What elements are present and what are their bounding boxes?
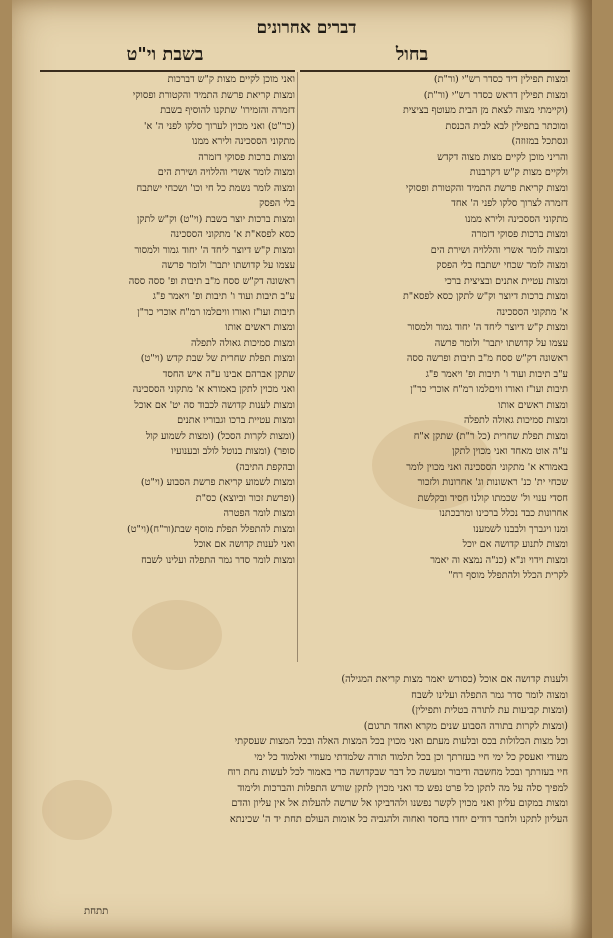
text-line: ומצות ק"ש דיוצר ליחד ה' יחוד גמור ולמסור bbox=[407, 322, 568, 333]
text-line: (וקיימתי מצוה לצאת מן הבית מעוטף בציצית bbox=[402, 105, 568, 116]
text-line: ומצות קריאת פרשת התמיד והקטורת ופסוקי bbox=[405, 182, 568, 194]
text-line: ראשונה דק"ש ססח מ"ב תיבות ופרשה ססה bbox=[406, 353, 568, 364]
shabbat-column bbox=[40, 72, 295, 642]
text-line: עצמו על קדושתו יתבר' ולומר פרשה bbox=[161, 260, 295, 271]
text-line: ראשונה דק"ש ססח מ"ב תיבות ופ' ססה ססה bbox=[128, 275, 295, 287]
text-line: ע"ב תיבות ועוד ו' תיבות ופ' ויאמר פ"ג bbox=[152, 291, 295, 302]
text-line: אחרונות כבד נכלל ברכינו ומרבכתנו bbox=[439, 508, 568, 519]
weekday-column bbox=[298, 72, 568, 672]
text-line: ומוכתר בתפילין לבא לבית הכנסת bbox=[445, 120, 568, 132]
text-line: ומצות עטיית אתנים ובציצית ברכי bbox=[444, 275, 568, 287]
text-line: ואני לענות קדושה אם אוכל bbox=[193, 539, 295, 550]
text-line: ומצות קריאת פרשת התמיד והקטורת ופסוקי bbox=[132, 89, 295, 101]
text-line: ומצות לומר סדר גמר התפלה ועלינו לשבח bbox=[141, 554, 295, 566]
text-line: חיי בעזרתך ובכל מחשבה ודיבור ומעשה כל דבר שבקדושה כדי באמור לכל לעשות נחת רוח bbox=[227, 767, 568, 778]
text-line: (ומצות לקרות הסכל) (ומצות לשמוע קול bbox=[145, 430, 295, 442]
text-line: שתקן אברהם אבינו ע"ה איש החסד bbox=[162, 368, 295, 380]
text-line: ולענות קדושה אם אוכל (כסורש יאמר מצות קריאת המגילה) bbox=[341, 674, 568, 685]
page-edge-shadow bbox=[570, 0, 592, 938]
text-line: ומצות תפילין דיד כסדר רש"י (ור"ת) bbox=[433, 74, 568, 85]
text-line: כסא לפסא"ת א' מתקוני הססכינה bbox=[170, 229, 295, 240]
column-heading-shabbat: בשבת וי"ט bbox=[126, 44, 204, 65]
text-line: לקרית הכלל ולהתפלל מוסף רח" bbox=[448, 570, 568, 581]
text-line: ומצוה לומר נשמת כל חי וכו' ושכחי ישתבח bbox=[136, 182, 295, 194]
text-line: ובהקפת התיבה) bbox=[235, 461, 295, 473]
text-line: דזמרה והזמירו' שתקנו להוסיף בשבת bbox=[160, 105, 295, 116]
text-line: א' מתקוני הססכינה bbox=[496, 306, 568, 318]
text-line: ומצות סמיכות גאולה לתפלה bbox=[463, 415, 568, 426]
text-line: וכל מצות הכלולות בכס ובלעות מעתם ואני מכוין בכל המצות האלה ובכל המצות שעסקתי bbox=[234, 736, 568, 747]
text-line: העליון לתקנו ולחבר דודים יחדו בחסד ואחוה ולהגביה כל אומות העולם תחת יד ה' שכינתא bbox=[229, 813, 568, 825]
text-line: ומצוה לומר סדר גמר התפלה ועלינו לשבח bbox=[411, 689, 568, 701]
text-line: ומצות ראשים אותו bbox=[225, 322, 295, 333]
text-line: מעודי ואעסק כל ימי חיי בעזרתך וכן בכל תלמוד תורה שלמדתי מעודי ואלמוד כל ימי bbox=[254, 751, 568, 763]
text-line: (כר"ט) ואני מכוין לערוך סלקו לפני ה' א' bbox=[143, 120, 295, 132]
text-line: (ומצות לקרות בתורה הסבוע שנים מקרא ואחד תרגום) bbox=[363, 720, 568, 732]
text-line: ומצות סמיכות גאולה לתפלה bbox=[190, 337, 295, 349]
text-line: באמורא א' מתקוני הססכינה ואני מכוין לומר bbox=[406, 461, 568, 473]
text-line: ומצות במקום עליון ואני מכוין לקשר נפשנו ולהדביקו אל שרשה להעלות אל אין עליון והדם bbox=[231, 798, 568, 809]
text-line: ולקיים מצות ק"ש דקרבנות bbox=[469, 167, 568, 178]
text-line: ומנו ויגברך ולבבנו לשמענו bbox=[473, 523, 568, 535]
text-line: והריני מוכן לקיים מצות מצוה דקדש bbox=[437, 151, 568, 163]
text-line: שכחי ית' כנ' ראשונות וג' אחרונות ולזכור bbox=[417, 477, 568, 488]
text-line: ומצות להתפלל תפלת מוסף שבת(ור"ח)(וי"ט) bbox=[127, 523, 295, 535]
text-line: ומצות לשמוע קריאת פרשת הסבוע (וי"ט) bbox=[140, 477, 295, 488]
closing-paragraph bbox=[40, 672, 568, 902]
text-line: ע"ב תיבות ועוד ו' תיבות ופ' ויאמר פ"ג bbox=[425, 368, 568, 380]
catchword: תתחת bbox=[84, 906, 109, 917]
text-line: ומצות וידוי ונ"א (כנ"ה נמצא וה יאמר bbox=[430, 554, 568, 566]
text-line: (ומצות קביעות עת לתורה בטלית ותפילין) bbox=[411, 705, 568, 716]
text-line: ונסתכל במזוזה) bbox=[511, 136, 568, 147]
text-line: ומצות ברכות פסוקי דזמרה bbox=[198, 151, 295, 163]
text-line: ומצות ק"ש דיוצר ליחד ה' יחוד גמור ולמסור bbox=[134, 244, 295, 256]
text-line: ומצות ראשים אותו bbox=[498, 399, 568, 411]
text-line: ומצות לתנוע קדושה אם יוכל bbox=[462, 539, 568, 550]
text-line: דזמרה לצרוך סלקו לפני ה' אחד bbox=[451, 198, 568, 209]
text-line: ומצות תפלת שחרית (כל ר"ת) שתקן א"ח bbox=[413, 430, 568, 442]
text-line: סופר) (ומצות בנוטל לולב ובענועיו bbox=[171, 446, 295, 457]
text-line: בלי הפסק bbox=[259, 198, 295, 209]
text-line: ומצות ברכות יוצר בשבת (וי"ט) וק"ש לתקן bbox=[136, 213, 295, 225]
text-line: ומצות ברכות פסוקי דזמרה bbox=[471, 229, 568, 240]
text-line: ומצות תפילין דראש כסדר רש"י (ור"ת) bbox=[423, 89, 568, 101]
page-title: דברים אחרונים bbox=[256, 18, 357, 38]
text-line: ואני מכוין לתקן באמורא א' מתקוני הססכינה bbox=[132, 384, 295, 395]
text-line: ומצות לומר הפטרה bbox=[223, 508, 295, 519]
text-line: (ופרשת זכור וביוצא) כס"ת bbox=[195, 492, 295, 504]
text-line: מתקוני הססכינה ולירא ממנו bbox=[464, 213, 568, 225]
text-line: חסדי ענוי ול' שכמתו קולנו חסיד ובקלשת bbox=[417, 492, 568, 504]
text-line: תיבות ועו"ז ואורו וויםלמו רמ"ח אוכרי כר"ן bbox=[410, 384, 568, 395]
text-line: ואני מוכן לקיים מצות ק"ש דברכות bbox=[167, 74, 295, 85]
text-line: ומצות עטיית ברכו וגבוריו אתנים bbox=[177, 415, 295, 426]
text-line: עצמו על קדושתו יתבר' ולומר פרשה bbox=[434, 337, 568, 349]
text-line: ומצוה לומר אשרי והללויה ושירת הים bbox=[430, 244, 568, 256]
text-line: ומצות לענות קדושה לכבוד סה יט' אם אוכל bbox=[134, 399, 295, 411]
text-line: ע"ה אוט מאחד ואני מכוין לתקן bbox=[452, 446, 568, 457]
text-line: ומצות תפלת שחרית של שבת קדש (וי"ט) bbox=[140, 353, 295, 364]
text-line: מתקוני הססכינה ולירא ממנו bbox=[191, 136, 295, 147]
text-line: למפיך סלה על מה לתקן כל פרט נפש כד ואני מכוין לתקן שורש התפלות והברכות ולימוד bbox=[237, 782, 568, 794]
text-line: ומצות ברכות דיוצר וק"ש לתקן כסא לפסא"ת bbox=[402, 291, 568, 302]
text-line: ומצוה לומר שכחי ישתבח בלי הפסק bbox=[436, 260, 568, 271]
text-line: תיבות ועו"ז ואורו וויםלמו רמ"ח אוכרי כר"ן bbox=[137, 306, 295, 318]
text-line: ומצוה לומר אשרי והללויה ושירת הים bbox=[157, 167, 295, 178]
column-heading-weekday: בחול bbox=[395, 44, 429, 65]
